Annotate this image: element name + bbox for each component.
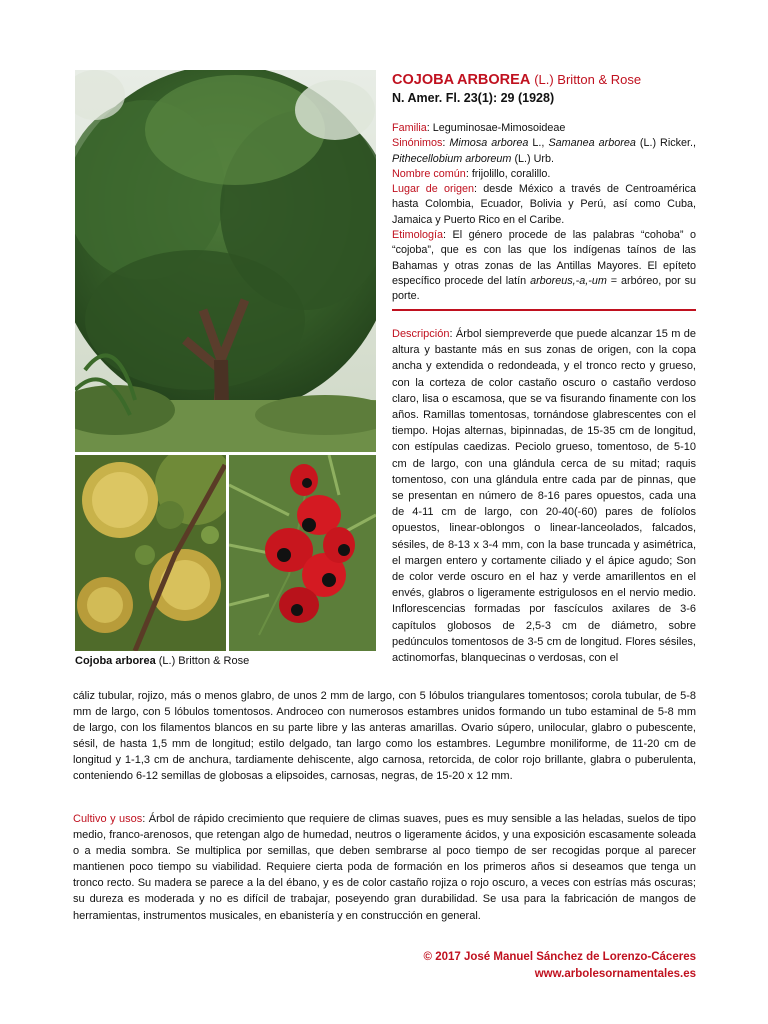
tree-photo: [75, 70, 376, 452]
synonym-3-name: Pithecellobium arboreum: [392, 152, 512, 165]
cultivo-label: Cultivo y usos: [73, 813, 143, 825]
synonym-1-name: Mimosa arborea: [449, 137, 529, 150]
description-part-1: Descripción: Árbol siempreverde que puede alcanzar 15 m de altura y bastante más en sus zonas de origen, con la copa ancha y extendida o redondeada, y el tronco recto y grueso, con la corteza de color castaño oscuro o castaño verdoso claro, lisa o escamosa, que se va fisurando finamente con los años. Ramillas tomentosas, tornándose glabrescentes con el tiempo. Hojas alternas, bipinnadas, de 15-35 cm de longitud, con estípulas caedizas. Peciolo grueso, tomentoso, de 5-10 cm de largo, con una glándula cerca de su mitad; raquis tomentoso, con una glándula entre cada par de pinnas, que se presentan en número de 8-16 pares opuestos, cada una de 4-11 cm de largo, con 20-40(-60) pares de folíolos opuestos, linear-oblongos o linear-lanceolados, falcados, sésiles, de 8-13 x 3-4 mm, con la base truncada y asimétrica, el margen entero y cortamente ciliado y el ápice agudo; Son de color verde oscuro en el haz y verde amarillentos en el envés, glabros o ligeramente estrigulosos en el nervio medio. Inflorescencias formadas por fascículos axilares de 3-6 capítulos globosos de 2,5-3 cm de diámetro, sobre pedúnculos tomentosos de 3-5 cm de longitud. Flores sésiles, actinomorfas, blanquecinas o verdosas, con el: [392, 328, 696, 665]
etimologia-text-2: = arbóreo, por su porte.: [392, 274, 697, 303]
etimologia-term: arboreus,-a,-um: [530, 274, 607, 287]
caption-authority: (L.) Britton & Rose: [158, 655, 250, 667]
red-divider: [392, 309, 696, 311]
familia-value: Leguminosae-Mimosoideae: [432, 122, 566, 134]
etimologia-row: Etimología: El género procede de las palabras “cohoba” o “cojoba”, que es con las que los indígenas taínos de las Bahamas y otras zonas de las Antillas Mayores. El epíteto específico procede del latín arboreus,-a,-um = arbóreo, por su porte.: [392, 229, 697, 303]
synonym-1-authority: L.,: [532, 137, 545, 150]
synonym-2-authority: (L.) Ricker.,: [639, 137, 697, 150]
etimologia-text-1: El género procede de las palabras “cohoba” o “cojoba”, que es con las que los indígenas taínos de las Bahamas y otras zonas de las Antillas Mayores. El epíteto específico procede del latín: [392, 229, 696, 287]
familia-row: Familia: Leguminosae-Mimosoideae: [392, 122, 566, 134]
info-block: [392, 121, 696, 305]
nombre-value: frijolillo, coralillo.: [471, 167, 551, 180]
copyright: © 2017 José Manuel Sánchez de Lorenzo-Cáceres: [423, 951, 696, 963]
lugar-row: Lugar de origen: desde México a través de Centroamérica hasta Colombia, Ecuador, Bolivia y Perú, así como Cuba, Jamaica y Puerto Rico en el Caribe.: [392, 183, 697, 226]
nombre-row: Nombre común: frijolillo, coralillo.: [392, 167, 551, 180]
description-part-2: cáliz tubular, rojizo, más o menos glabro, de unos 2 mm de largo, con 5 lóbulos triangulares tomentosos; corola tubular, de 5-8 mm de largo, con 5 lóbulos tomentosos. Androceo con numerosos estambres unidos formando un tubo estaminal de 5-8 mm de largo, con los filamentos blancos en su parte libre y las anteras amarillas. Ovario súpero, unilocular, glabro o pubescente, sésil, de hasta 1,5 mm de longitud; estilo delgado, tan largo como los estambres. Legumbre moniliforme, de 11-20 cm de longitud y 1-1,3 cm de anchura, tardiamente dehiscente, algo carnosa, retorcida, de color rojo brillante, glabra o puberulenta, conteniendo 6-12 semillas de globosas a elipsoides, carnosas, negras, de 15-20 x 12 mm.: [73, 690, 696, 783]
species-header: [392, 70, 698, 107]
sinonimos-label: Sinónimos: [392, 137, 443, 150]
flower-photo: [75, 455, 226, 651]
description-label: Descripción: [392, 328, 450, 340]
synonym-2-name: Samanea arborea: [548, 137, 636, 150]
nombre-label: Nombre común: [392, 167, 466, 180]
seed-pod-photo: [229, 455, 376, 651]
synonym-3-authority: (L.) Urb.: [514, 152, 555, 165]
description-text-1: Árbol siempreverde que puede alcanzar 15 m de altura y bastante más en sus zonas de origen, con la copa ancha y extendida o redondeada, y el tronco recto y grueso, con la corteza de color castaño oscuro o castaño verdoso claro, lisa o escamosa, que se va fisurando finamente con los años. Ramillas tomentosas, tornándose glabrescentes con el tiempo. Hojas alternas, bipinnadas, de 15-35 cm de longitud, con estípulas caedizas. Peciolo grueso, tomentoso, de 5-10 cm de largo, con una glándula cerca de su mitad; raquis tomentoso, con una glándula entre cada par de pinnas, que se presentan en número de 8-16 pares opuestos, cada una de 4-11 cm de largo, con 20-40(-60) pares de folíolos opuestos, linear-oblongos o linear-lanceolados, falcados, sésiles, de 8-13 x 3-4 mm, con la base truncada y asimétrica, el margen entero y cortamente ciliado y el ápice agudo; Son de color verde oscuro en el haz y verde amarillentos en el envés, glabros o ligeramente estrigulosos en el nervio medio. Inflorescencias formadas por fascículos axilares de 3-6 capítulos globosos de 2,5-3 cm de diámetro, sobre pedúnculos tomentosos de 3-5 cm de longitud. Flores sésiles, actinomorfas, blanquecinas o verdosas, con el: [392, 328, 696, 665]
caption-name: Cojoba arborea: [75, 655, 156, 667]
publication: N. Amer. Fl. 23(1): 29 (1928): [392, 91, 555, 105]
authority: (L.) Britton & Rose: [534, 72, 642, 87]
footer: [424, 949, 696, 983]
title-line: [392, 70, 698, 89]
scientific-name: COJOBA ARBOREA: [392, 72, 531, 88]
cultivo-section: Cultivo y usos: Árbol de rápido crecimiento que requiere de climas suaves, pues es muy sensible a las heladas, suelos de tipo medio, franco-arenosos, que retengan algo de humedad, neutros o ligeramente ácidos, y una exposición escasamente soleada o a media sombra. Se multiplica por semillas, que deben sembrarse al poco tiempo de ser recogidas porque al parecer mantienen poco tiempo su viabilidad. Requiere cierta poda de formación en los primeros años si deseamos que tenga un tronco recto. Su madera se parece a la del ébano, y es de color castaño rojiza o rojo oscuro, a veces con estrías más oscuras; su dureza es moderada y no es difícil de trabajar, poseyendo gran durabilidad. Se usa para la fabricación de mangos de herramientas, instrumentos musicales, en ebanistería y en construcción en general.: [73, 813, 696, 922]
etimologia-label: Etimología: [392, 229, 444, 242]
website-link[interactable]: www.arbolesornamentales.es: [534, 968, 696, 980]
familia-label: Familia: [392, 122, 427, 134]
lugar-value: desde México a través de Centroamérica hasta Colombia, Ecuador, Bolivia y Perú, así como Cuba, Jamaica y Puerto Rico en el Caribe.: [392, 183, 697, 226]
sinonimos-row: Sinónimos: Mimosa arborea L., Samanea arborea (L.) Ricker., Pithecellobium arboreum (L.) Urb.: [392, 137, 697, 165]
cultivo-text: Árbol de rápido crecimiento que requiere de climas suaves, pues es muy sensible a las heladas, suelos de tipo medio, franco-arenosos, que retengan algo de humedad, neutros o ligeramente ácidos, y una exposición escasamente soleada o a media sombra. Se multiplica por semillas, que deben sembrarse al poco tiempo de ser recogidas porque al parecer mantienen poco tiempo su viabilidad. Requiere cierta poda de formación en los primeros años si deseamos que tenga un tronco recto. Su madera se parece a la del ébano, y es de color castaño rojiza o rojo oscuro, a veces con estrías más oscuras; su dureza es moderada y no es difícil de trabajar, poseyendo gran durabilidad. Se usa para la fabricación de mangos de herramientas, instrumentos musicales, en ebanistería y en construcción en general.: [73, 813, 696, 922]
photo-caption: [75, 654, 249, 670]
lugar-label: Lugar de origen: [392, 183, 475, 196]
